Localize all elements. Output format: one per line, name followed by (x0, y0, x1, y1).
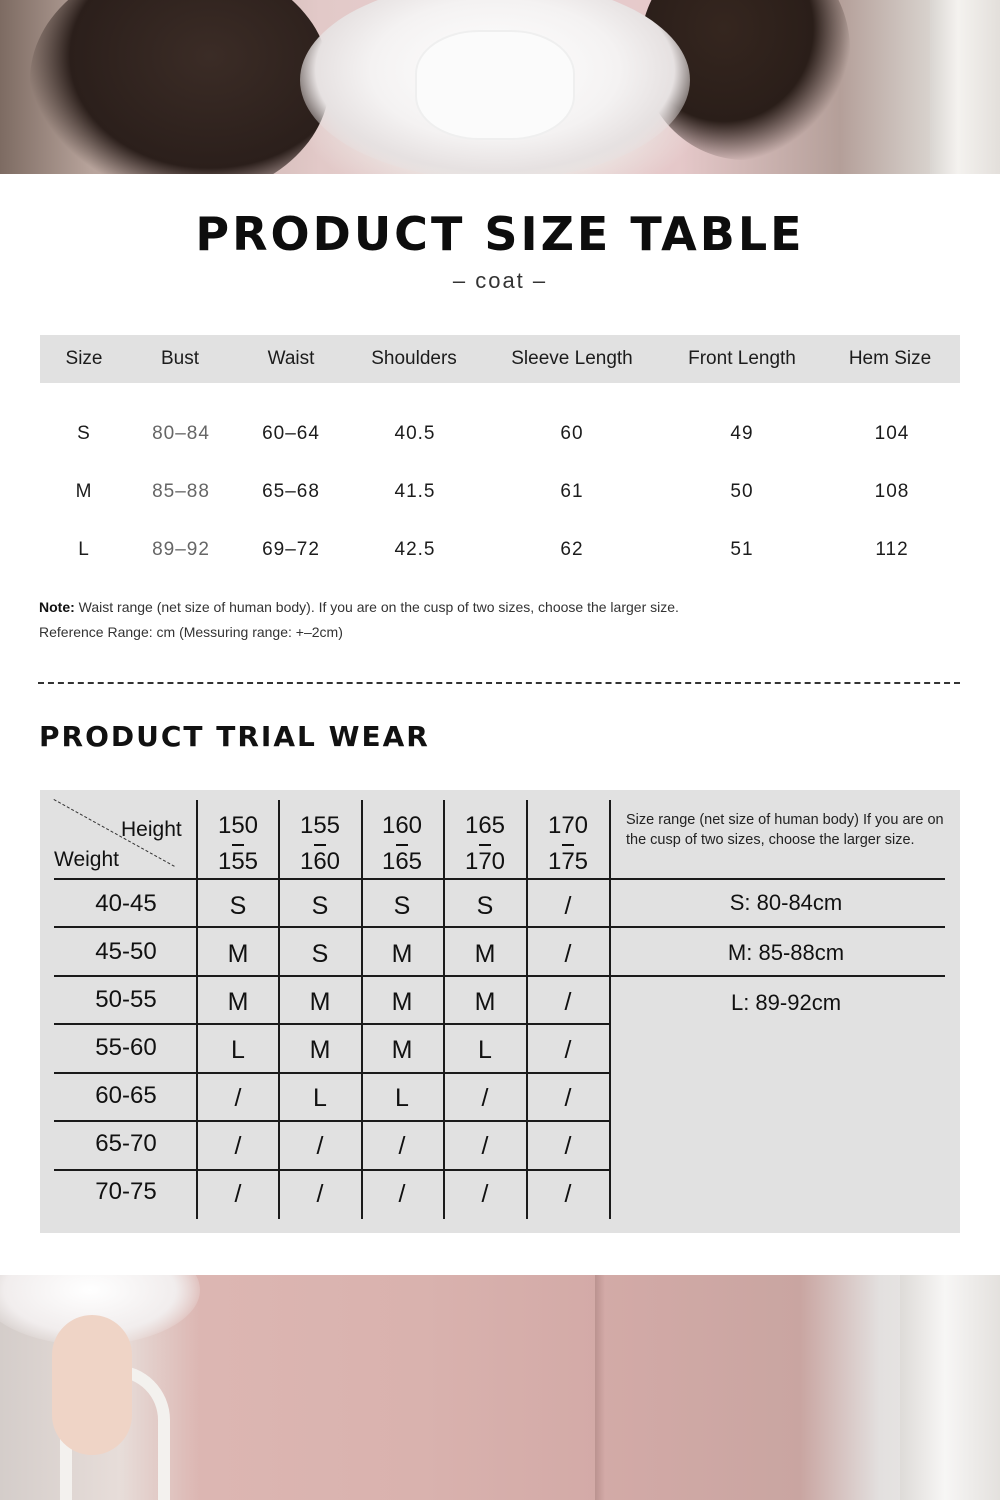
size-note (39, 599, 679, 615)
page-title: PRODUCT SIZE TABLE (195, 207, 805, 261)
size-table-header (40, 335, 960, 383)
size-recommendation: / (398, 1132, 406, 1160)
size-recommendation: / (481, 1180, 489, 1208)
size-recommendation: / (564, 1036, 572, 1064)
weight-label: 55-60 (95, 1034, 157, 1061)
size-recommendation: L (478, 1036, 492, 1064)
size-range-l: L: 89-92cm (730, 990, 842, 1015)
table-cell: 60 (560, 423, 584, 444)
table-cell: 112 (875, 539, 909, 560)
column-header: Hem Size (848, 348, 932, 369)
background-pillar (930, 0, 1000, 174)
table-cell: 50 (730, 481, 754, 502)
size-range-s: S: 80-84cm (729, 890, 843, 915)
column-header: Sleeve Length (511, 348, 633, 369)
table-cell: 89–92 (152, 539, 210, 560)
height-column-header (362, 808, 442, 880)
size-recommendation: L (395, 1084, 409, 1112)
height-to: 170 (464, 848, 506, 875)
size-recommendation: / (564, 1180, 572, 1208)
size-recommendation: / (316, 1132, 324, 1160)
table-cell: M (75, 481, 93, 502)
size-recommendation: / (481, 1084, 489, 1112)
size-recommendation: M (391, 988, 413, 1016)
height-from: 165 (445, 808, 525, 844)
corner-height-label: Height (121, 818, 182, 841)
size-recommendation: M (474, 940, 496, 968)
table-cell: S (77, 423, 91, 444)
grid-line (609, 800, 611, 1219)
weight-label: 60-65 (95, 1082, 157, 1109)
coat-seam (595, 1275, 605, 1500)
size-recommendation: / (234, 1084, 242, 1112)
height-to: 165 (381, 848, 423, 875)
page-subtitle: – coat – (452, 268, 548, 293)
height-from: 160 (362, 808, 442, 844)
table-row (0, 472, 1000, 512)
background-pillar (900, 1275, 1000, 1500)
weight-label: 70-75 (95, 1178, 157, 1205)
table-cell: 61 (560, 481, 584, 502)
size-recommendation: / (564, 1084, 572, 1112)
table-row (0, 530, 1000, 570)
size-recommendation: / (481, 1132, 489, 1160)
product-photo-bottom (0, 1275, 1000, 1500)
product-photo-top (0, 0, 1000, 174)
column-header: Bust (160, 348, 200, 369)
height-from: 150 (198, 808, 278, 844)
table-cell: 62 (560, 539, 584, 560)
table-cell: 65–68 (262, 481, 320, 502)
hair-shape (30, 0, 330, 174)
size-recommendation: M (309, 1036, 331, 1064)
size-recommendation: M (227, 988, 249, 1016)
table-cell: 42.5 (394, 539, 436, 560)
size-range-m: M: 85-88cm (727, 940, 845, 965)
table-cell: 108 (874, 481, 910, 502)
table-cell: 40.5 (394, 423, 436, 444)
height-from: 155 (280, 808, 360, 844)
column-header: Size (65, 348, 103, 369)
height-to: 175 (547, 848, 589, 875)
size-recommendation: S (311, 940, 329, 968)
height-column-header (445, 808, 525, 880)
size-recommendation: M (391, 1036, 413, 1064)
size-recommendation: M (474, 988, 496, 1016)
column-header: Waist (267, 348, 315, 369)
reference-note: Reference Range: cm (Messuring range: +–2cm) (39, 624, 343, 640)
size-recommendation: / (398, 1180, 406, 1208)
size-recommendation: / (564, 892, 572, 920)
weight-label: 45-50 (95, 938, 157, 965)
weight-label: 65-70 (95, 1130, 157, 1157)
table-cell: L (78, 539, 90, 560)
table-cell: 41.5 (394, 481, 436, 502)
table-cell: 80–84 (152, 423, 210, 444)
height-from: 170 (528, 808, 608, 844)
note-text: Waist range (net size of human body). If you are on the cusp of two sizes, choose the larger size. (74, 599, 679, 615)
size-recommendation: / (234, 1132, 242, 1160)
size-range-note: Size range (net size of human body) If you are on the cusp of two sizes, choose the larger size. (626, 812, 944, 848)
size-recommendation: / (316, 1180, 324, 1208)
column-header: Shoulders (371, 348, 457, 369)
size-recommendation: M (391, 940, 413, 968)
size-recommendation: S (229, 892, 247, 920)
table-cell: 60–64 (262, 423, 320, 444)
table-cell: 69–72 (262, 539, 320, 560)
height-column-header (280, 808, 360, 880)
size-recommendation: S (393, 892, 411, 920)
note-label: Note: (39, 599, 75, 615)
weight-label: 50-55 (95, 986, 157, 1013)
table-cell: 85–88 (152, 481, 210, 502)
table-cell: 49 (730, 423, 754, 444)
corner-weight-label: Weight (54, 848, 119, 871)
size-recommendation: S (311, 892, 329, 920)
size-recommendation: S (476, 892, 494, 920)
size-recommendation: / (564, 1132, 572, 1160)
section-divider (38, 682, 960, 684)
weight-label: 40-45 (95, 890, 157, 917)
height-column-header (528, 808, 608, 880)
size-recommendation: L (313, 1084, 327, 1112)
trial-section-title: PRODUCT TRIAL WEAR (39, 720, 430, 753)
size-recommendation: / (564, 940, 572, 968)
height-to: 160 (299, 848, 341, 875)
table-row (0, 414, 1000, 454)
height-to: 155 (217, 848, 259, 875)
ruffle-collar (415, 30, 575, 140)
size-recommendation: L (231, 1036, 245, 1064)
table-cell: 104 (874, 423, 910, 444)
column-header: Front Length (688, 348, 796, 369)
table-cell: 51 (730, 539, 754, 560)
size-recommendation: M (227, 940, 249, 968)
size-recommendation: / (234, 1180, 242, 1208)
size-recommendation: M (309, 988, 331, 1016)
hand (52, 1315, 132, 1455)
height-column-header (198, 808, 278, 880)
size-recommendation: / (564, 988, 572, 1016)
